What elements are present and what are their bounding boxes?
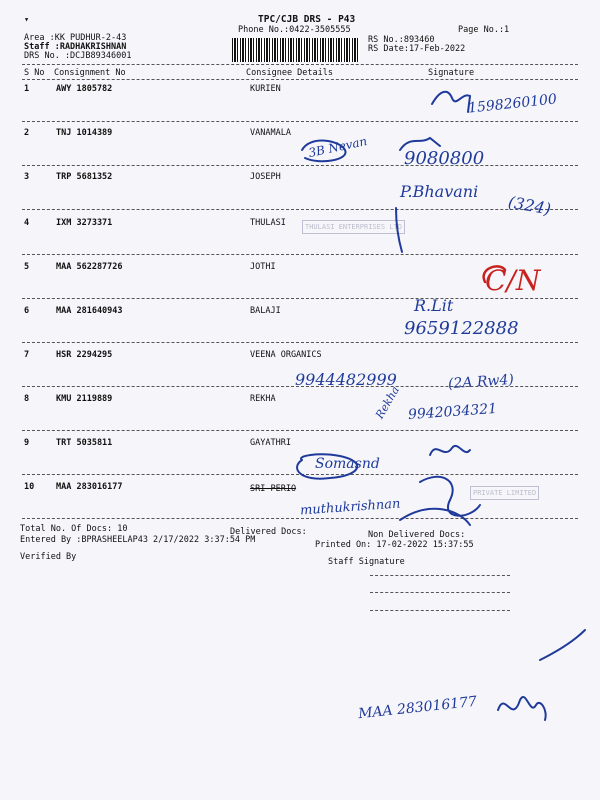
row-consignment: MAA 281640943: [56, 306, 123, 316]
row-sno: 4: [24, 218, 30, 228]
row-consignee: THULASI: [250, 218, 286, 228]
handwritten-name: muthukrishnan: [299, 496, 401, 519]
handwritten-phone: 9659122888: [404, 318, 519, 339]
handwritten-name: 3B Nevan: [307, 133, 369, 161]
row-consignment: KMU 2119889: [56, 394, 113, 404]
signature-line: [370, 592, 510, 593]
signature-stroke: [400, 477, 480, 525]
handwritten-name: Somasnd: [315, 456, 380, 472]
staff-label: Staff :RADHAKRISHNAN: [24, 42, 127, 52]
row-consignment: TRP 5681352: [56, 172, 113, 182]
row-consignment: MAA 562287726: [56, 262, 123, 272]
column-header-consignment: Consignment No: [54, 68, 126, 78]
area-label: Area :KK PUDHUR-2-43: [24, 33, 127, 43]
rs-date: RS Date:17-Feb-2022: [368, 44, 466, 54]
row-consignment: TRT 5035811: [56, 438, 113, 448]
total-docs: Total No. Of Docs: 10: [20, 524, 128, 534]
handwritten-name: Rekha: [373, 384, 402, 421]
handwritten-phone: 9942034321: [407, 400, 498, 424]
column-header-consignee: Consignee Details: [246, 68, 333, 78]
company-stamp: THULASI ENTERPRISES LTD: [302, 220, 405, 234]
handwritten-mark: C/N: [485, 264, 541, 297]
handwritten-phone: 9080800: [404, 148, 485, 169]
signature-stroke: [396, 208, 402, 252]
signature-line: [370, 610, 510, 611]
row-consignee: BALAJI: [250, 306, 281, 316]
signature-stroke: [432, 92, 470, 112]
handwritten-name: R.Lit: [414, 296, 454, 315]
row-consignee: KURIEN: [250, 84, 281, 94]
row-sno: 5: [24, 262, 30, 272]
row-sno: 3: [24, 172, 30, 182]
company-stamp: PRIVATE LIMITED: [470, 486, 539, 500]
row-sno: 1: [24, 84, 30, 94]
row-consignee: GAYATHRI: [250, 438, 291, 448]
row-consignee: REKHA: [250, 394, 276, 404]
row-sno: 2: [24, 128, 30, 138]
rs-number: RS No.:893460: [368, 35, 435, 45]
non-delivered-docs: Non Delivered Docs:: [368, 530, 466, 540]
row-consignee: JOTHI: [250, 262, 276, 272]
row-consignee: SRI PERIO: [250, 484, 297, 494]
staff-signature-label: Staff Signature: [328, 557, 405, 567]
handwritten-phone: 9944482999: [295, 370, 397, 389]
sheet-title: TPC/CJB DRS - P43: [258, 14, 356, 25]
printed-on: Printed On: 17-02-2022 15:37:55: [315, 540, 474, 550]
row-consignee: VANAMALA: [250, 128, 291, 138]
drs-number: DRS No. :DCJB89346001: [24, 51, 132, 61]
row-consignment: MAA 283016177: [56, 482, 123, 492]
handwritten-name: P.Bhavani: [400, 182, 479, 201]
row-consignment: HSR 2294295: [56, 350, 113, 360]
page-number: Page No.:1: [458, 25, 510, 35]
column-header-sno: S No: [24, 68, 45, 78]
column-header-signature: Signature: [428, 68, 475, 78]
row-sno: 8: [24, 394, 30, 404]
handwritten-note: (324): [506, 192, 553, 219]
row-sno: 6: [24, 306, 30, 316]
corner-mark: ▾: [24, 15, 30, 25]
row-consignment: TNJ 1014389: [56, 128, 113, 138]
verified-by: Verified By: [20, 552, 77, 562]
signature-line: [370, 575, 510, 576]
row-consignment: AWY 1805782: [56, 84, 113, 94]
delivered-docs: Delivered Docs:: [230, 527, 307, 537]
row-consignment: IXM 3273371: [56, 218, 113, 228]
handwritten-note: MAA 283016177: [357, 693, 478, 723]
row-sno: 10: [24, 482, 35, 492]
signature-stroke: [430, 446, 470, 455]
entered-by: Entered By :BPRASHEELAP43 2/17/2022 3:37:54 PM: [20, 535, 256, 545]
signature-stroke: [498, 697, 546, 720]
row-consignee: VEENA ORGANICS: [250, 350, 322, 360]
row-sno: 9: [24, 438, 30, 448]
phone-number: Phone No.:0422-3505555: [238, 25, 351, 35]
row-consignee: JOSEPH: [250, 172, 281, 182]
handwritten-phone: 1598260100: [467, 91, 558, 117]
handwritten-note: (2A Rw4): [447, 371, 515, 393]
row-sno: 7: [24, 350, 30, 360]
signature-stroke: [540, 630, 585, 660]
